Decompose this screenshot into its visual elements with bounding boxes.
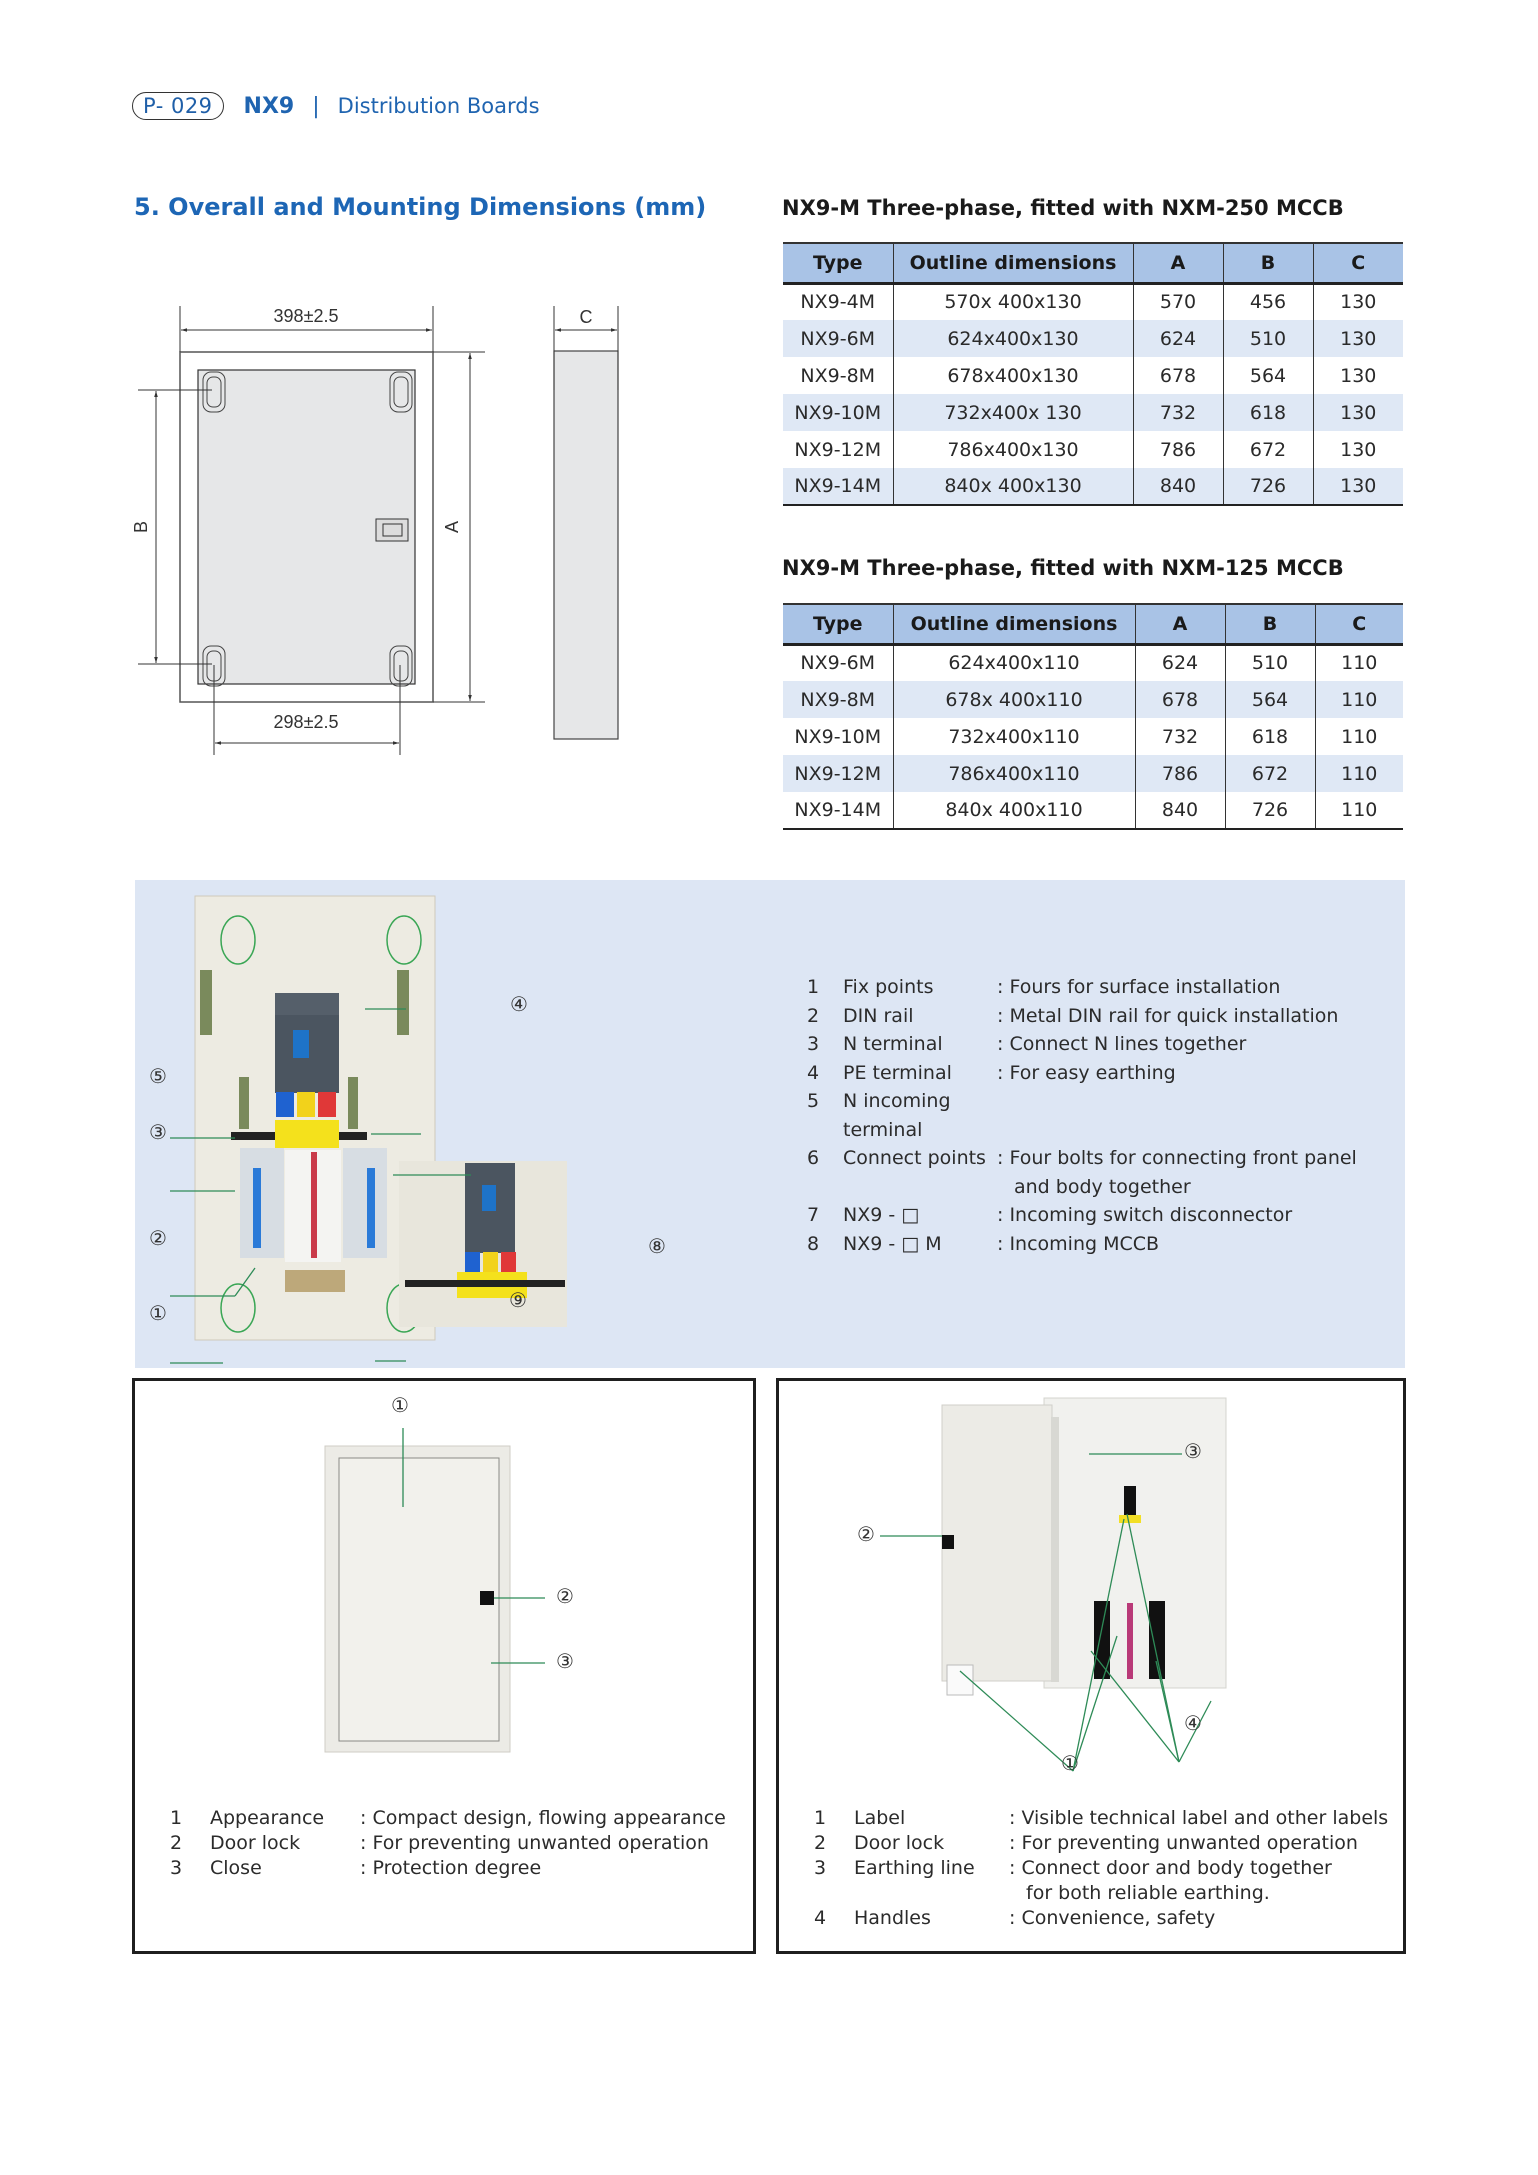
cell-type: NX9-14M [783, 468, 893, 505]
cell-c: 130 [1313, 468, 1403, 505]
overall-width-label: 398±2.5 [273, 306, 339, 326]
interior-legend [807, 973, 1387, 1258]
cell-a: 624 [1133, 320, 1223, 357]
legend-number: 1 [170, 1807, 183, 1829]
door-lock-icon [942, 1535, 954, 1549]
legend-item-continuation [807, 1173, 1387, 1202]
col-outline: Outline dimensions [893, 604, 1135, 644]
table-header-row [783, 243, 1403, 283]
callout-3: ③ [556, 1649, 574, 1673]
legend-description: : Incoming switch disconnector [997, 1204, 1293, 1226]
col-outline: Outline dimensions [893, 243, 1133, 283]
cell-c: 130 [1313, 431, 1403, 468]
table-header-row [783, 604, 1403, 644]
height-label: A [442, 520, 462, 534]
open-enclosure-panel [776, 1378, 1406, 1954]
legend-description: : For preventing unwanted operation [1009, 1832, 1358, 1854]
cell-type: NX9-6M [783, 320, 893, 357]
legend-key: NX9 - □ M [843, 1232, 942, 1255]
legend-key: Earthing line [854, 1857, 975, 1879]
table-row [783, 644, 1403, 681]
legend-item [807, 1144, 1387, 1173]
cell-type: NX9-10M [794, 725, 882, 748]
legend-description: and body together [1014, 1175, 1191, 1198]
table-row [783, 755, 1403, 792]
legend-description: : Protection degree [360, 1857, 542, 1879]
cell-type: NX9-8M [783, 681, 893, 718]
legend-description: : Convenience, safety [1009, 1907, 1216, 1929]
legend-number: 4 [807, 1061, 820, 1084]
cell-a: 840 [1133, 468, 1223, 505]
dimensions-table-nxm250 [783, 242, 1403, 506]
cell-outline: 786x400x110 [893, 755, 1135, 792]
col-c: C [1313, 243, 1403, 283]
col-c: C [1315, 604, 1403, 644]
cell-a: 732 [1133, 394, 1223, 431]
cell-a: 840 [1135, 792, 1225, 829]
cell-outline: 732x400x 130 [893, 394, 1133, 431]
legend-item [814, 1906, 1389, 1931]
callout-2: ② [149, 1226, 167, 1250]
legend-description [997, 1087, 1387, 1144]
brand-name: NX9 [243, 93, 295, 119]
cell-c: 110 [1315, 644, 1403, 681]
cell-b: 726 [1223, 468, 1313, 505]
cell-c: 130 [1313, 320, 1403, 357]
cell-a: 786 [1135, 755, 1225, 792]
cell-outline: 624x400x130 [893, 320, 1133, 357]
spacer [807, 1173, 843, 1202]
table-row [783, 431, 1403, 468]
legend-item [807, 1230, 1387, 1259]
dimension-drawing [120, 290, 740, 770]
legend-key: Connect points [843, 1147, 986, 1169]
cell-outline: 678x400x130 [893, 357, 1133, 394]
cell-c: 110 [1315, 755, 1403, 792]
legend-item [814, 1831, 1389, 1856]
cell-b: 618 [1225, 718, 1315, 755]
callout-4: ④ [1184, 1711, 1202, 1735]
side-view [554, 351, 618, 739]
legend-key: PE terminal [843, 1061, 952, 1084]
cell-type: NX9-10M [783, 394, 893, 431]
legend-key: Label [854, 1807, 906, 1829]
cell-outline: 732x400x110 [893, 718, 1135, 755]
legend-item-continuation [814, 1881, 1389, 1906]
col-type: Type [783, 604, 893, 644]
cell-outline: 570x 400x130 [893, 283, 1133, 320]
callout-9: ⑨ [509, 1288, 527, 1312]
header-section: Distribution Boards [337, 94, 540, 118]
cell-type: NX9-12M [783, 755, 893, 792]
legend-key: Appearance [210, 1807, 325, 1829]
legend-description: : For easy earthing [997, 1061, 1176, 1084]
legend-description: : Connect N lines together [997, 1033, 1247, 1055]
lock-icon [376, 519, 408, 541]
page-number-badge: P- 029 [132, 92, 224, 120]
table-row [783, 468, 1403, 505]
legend-description: : Connect door and body together [1009, 1857, 1332, 1879]
cell-c: 110 [1315, 681, 1403, 718]
door-lock-icon [480, 1591, 494, 1605]
cell-a: 570 [1133, 283, 1223, 320]
cell-b: 618 [1223, 394, 1313, 431]
legend-description: : Compact design, flowing appearance [360, 1807, 726, 1829]
cell-c: 110 [1315, 792, 1403, 829]
callout-2: ② [556, 1584, 574, 1608]
legend-number: 7 [807, 1204, 820, 1226]
cell-b: 672 [1223, 431, 1313, 468]
col-b: B [1223, 243, 1313, 283]
open-enclosure-legend [814, 1806, 1389, 1931]
cell-a: 786 [1133, 431, 1223, 468]
legend-item [807, 1002, 1387, 1031]
header-separator: | [312, 93, 320, 119]
col-type: Type [783, 243, 893, 283]
table-row [783, 357, 1403, 394]
cell-c: 110 [1315, 718, 1403, 755]
legend-item [170, 1831, 730, 1856]
callout-2: ② [857, 1522, 875, 1546]
legend-key: Door lock [210, 1832, 301, 1854]
closed-enclosure-legend [170, 1806, 730, 1881]
legend-number: 3 [814, 1857, 827, 1879]
cell-outline: 840x 400x130 [893, 468, 1133, 505]
legend-description: : Visible technical label and other labels [1009, 1807, 1389, 1829]
legend-number: 2 [170, 1832, 183, 1854]
cell-type: NX9-4M [800, 291, 876, 314]
legend-item [807, 973, 1387, 1002]
legend-number: 5 [807, 1090, 820, 1112]
cell-c: 130 [1313, 357, 1403, 394]
legend-number: 6 [807, 1147, 820, 1169]
legend-key: Fix points [843, 976, 934, 998]
cell-b: 564 [1223, 357, 1313, 394]
cell-c: 130 [1313, 394, 1403, 431]
mount-height-label: B [131, 520, 151, 534]
page-header [132, 90, 540, 122]
legend-key: Door lock [854, 1832, 945, 1854]
legend-number: 8 [807, 1232, 820, 1255]
legend-item [807, 1201, 1387, 1230]
legend-item [814, 1806, 1389, 1831]
table-row [783, 320, 1403, 357]
cell-b: 510 [1225, 644, 1315, 681]
table-row [783, 681, 1403, 718]
callout-8: ⑧ [648, 1234, 666, 1258]
callout-1: ① [149, 1301, 167, 1325]
cell-outline: 678x 400x110 [893, 681, 1135, 718]
depth-label: C [579, 307, 593, 327]
mounting-width-label: 298±2.5 [273, 712, 339, 732]
legend-description: : Fours for surface installation [997, 976, 1281, 998]
cell-outline: 840x 400x110 [893, 792, 1135, 829]
callout-3: ③ [1184, 1439, 1202, 1463]
col-a: A [1135, 604, 1225, 644]
table-row [783, 792, 1403, 829]
legend-key: Close [210, 1857, 262, 1879]
col-b: B [1225, 604, 1315, 644]
legend-number: 2 [807, 1004, 820, 1027]
warning-label [275, 1120, 339, 1148]
legend-item [807, 1030, 1387, 1059]
cell-a: 624 [1135, 644, 1225, 681]
cell-a: 678 [1133, 357, 1223, 394]
legend-item [170, 1856, 730, 1881]
callout-3: ③ [149, 1120, 167, 1144]
legend-key: Handles [854, 1907, 931, 1929]
legend-number: 3 [170, 1857, 183, 1879]
legend-description: : For preventing unwanted operation [360, 1832, 709, 1854]
legend-key: NX9 - □ [843, 1204, 920, 1226]
legend-key: N incoming terminal [843, 1090, 951, 1141]
legend-item [807, 1059, 1387, 1088]
legend-item [170, 1806, 730, 1831]
cell-type: NX9-14M [783, 792, 893, 829]
table-title-nxm250: NX9-M Three-phase, fitted with NXM-250 MCCB [782, 196, 1344, 220]
cell-outline: 624x400x110 [893, 644, 1135, 681]
legend-number: 1 [807, 976, 820, 998]
legend-number: 1 [814, 1807, 827, 1829]
callout-1: ① [391, 1393, 409, 1417]
legend-key: N terminal [843, 1033, 943, 1055]
legend-key: DIN rail [843, 1004, 914, 1027]
table-row [783, 283, 1403, 320]
cell-a: 678 [1135, 681, 1225, 718]
callout-4: ④ [510, 992, 528, 1016]
table-title-nxm125: NX9-M Three-phase, fitted with NXM-125 MCCB [782, 556, 1344, 580]
cell-type: NX9-12M [794, 438, 882, 461]
cell-b: 726 [1225, 792, 1315, 829]
cell-b: 456 [1223, 283, 1313, 320]
table-row [783, 394, 1403, 431]
legend-description: for both reliable earthing. [1026, 1882, 1270, 1904]
cell-c: 130 [1313, 283, 1403, 320]
dimensions-table-nxm125 [783, 603, 1403, 830]
cell-type: NX9-8M [800, 364, 876, 387]
callout-5: ⑤ [149, 1064, 167, 1088]
spacer [814, 1881, 854, 1906]
legend-item [814, 1856, 1389, 1881]
legend-number: 4 [814, 1907, 827, 1929]
col-a: A [1133, 243, 1223, 283]
label-sticker [947, 1665, 973, 1695]
callout-1: ① [1061, 1751, 1079, 1775]
section-title: 5. Overall and Mounting Dimensions (mm) [134, 193, 707, 221]
open-enclosure-illustration [779, 1381, 1403, 1801]
spacer [854, 1881, 1009, 1906]
cell-b: 672 [1225, 755, 1315, 792]
interior-features-panel [135, 880, 1405, 1368]
closed-enclosure-panel [132, 1378, 756, 1954]
legend-description: : Incoming MCCB [997, 1232, 1160, 1255]
legend-item [807, 1087, 1387, 1144]
cell-type: NX9-6M [800, 652, 876, 675]
cell-outline: 786x400x130 [893, 431, 1133, 468]
cell-b: 510 [1223, 320, 1313, 357]
cell-b: 564 [1225, 681, 1315, 718]
closed-enclosure-illustration [135, 1381, 753, 1801]
legend-number: 3 [807, 1033, 820, 1055]
legend-description: : Metal DIN rail for quick installation [997, 1004, 1339, 1027]
spacer [843, 1173, 997, 1202]
legend-description: : Four bolts for connecting front panel [997, 1147, 1357, 1169]
legend-number: 2 [814, 1832, 827, 1854]
cell-a: 732 [1135, 718, 1225, 755]
table-row [783, 718, 1403, 755]
